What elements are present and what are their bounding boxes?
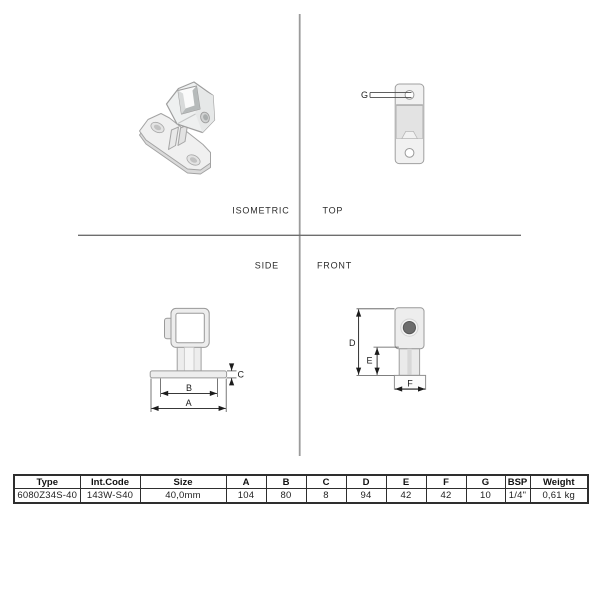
cell-weight: 0,61 kg	[530, 489, 588, 504]
dimension-b	[161, 379, 218, 398]
front-view-screw-hole	[403, 322, 415, 334]
cell-d: 94	[346, 489, 386, 504]
dimension-b-label: B	[185, 383, 193, 393]
cell-b: 80	[266, 489, 306, 504]
col-header-type: Type	[14, 475, 80, 489]
cell-e: 42	[386, 489, 426, 504]
cell-bsp: 1/4"	[505, 489, 530, 504]
cell-size: 40,0mm	[140, 489, 226, 504]
col-header-g: G	[466, 475, 505, 489]
top-view-label: TOP	[322, 205, 344, 216]
isometric-view-label: ISOMETRIC	[232, 205, 290, 216]
col-header-bsp: BSP	[505, 475, 530, 489]
dimension-g-label: G	[360, 90, 368, 101]
cell-g: 10	[466, 489, 505, 504]
dimension-a-label: A	[185, 398, 192, 408]
side-view-socket-bore	[176, 313, 204, 342]
side-view	[150, 308, 244, 412]
col-header-size: Size	[140, 475, 226, 489]
cell-type: 6080Z34S-40	[14, 489, 80, 504]
view-labels	[232, 206, 352, 271]
cell-f: 42	[426, 489, 466, 504]
front-view-stem-gap	[407, 349, 411, 376]
specification-table	[13, 474, 589, 504]
dimension-c-label: C	[237, 369, 244, 380]
side-view-base-plate	[150, 371, 226, 378]
col-header-weight: Weight	[530, 475, 588, 489]
col-header-f: F	[426, 475, 466, 489]
col-header-e: E	[386, 475, 426, 489]
col-header-c: C	[306, 475, 346, 489]
dimension-c	[227, 364, 245, 384]
front-view-label: FRONT	[317, 260, 352, 271]
dimension-e-label: E	[366, 355, 373, 366]
cell-intcode: 143W-S40	[80, 489, 140, 504]
table-header-row	[14, 475, 588, 489]
side-view-stem-gap	[184, 347, 194, 371]
side-view-label: SIDE	[254, 260, 279, 271]
table-data-row	[14, 489, 588, 504]
dimension-d-label: D	[349, 338, 356, 348]
top-view-hole-lower	[405, 149, 414, 158]
cell-c: 8	[306, 489, 346, 504]
col-header-d: D	[346, 475, 386, 489]
col-header-a: A	[226, 475, 266, 489]
dimension-f-label: F	[407, 378, 413, 389]
crosshair-divider	[78, 14, 521, 456]
top-view	[361, 84, 424, 164]
col-header-b: B	[266, 475, 306, 489]
col-header-intcode: Int.Code	[80, 475, 140, 489]
front-view	[349, 308, 426, 390]
dimension-e	[366, 347, 398, 375]
cell-a: 104	[226, 489, 266, 504]
isometric-view	[140, 82, 215, 174]
top-view-hole-upper	[405, 91, 414, 100]
